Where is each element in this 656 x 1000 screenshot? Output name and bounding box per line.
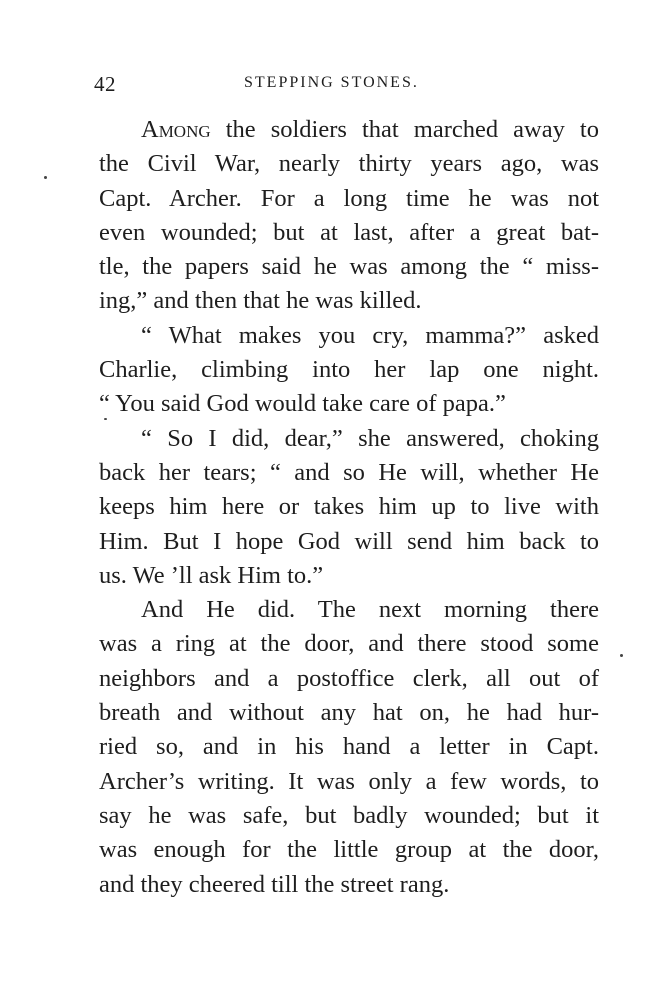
- text-line: neighbors and a postoffice clerk, all out of: [99, 664, 599, 692]
- text-line: keeps him here or takes him up to live with: [99, 493, 599, 521]
- print-speck: [44, 176, 47, 179]
- text-line: back her tears; “ and so He will, whether He: [99, 458, 599, 486]
- text-line: the Civil War, nearly thirty years ago, was: [99, 150, 599, 178]
- text-line: ing,” and then that he was killed.: [99, 287, 422, 315]
- body-text: [99, 113, 599, 902]
- paragraph: [99, 113, 599, 319]
- drop-word: Among: [141, 116, 211, 143]
- paragraph: [99, 422, 599, 593]
- text-line: Archer’s writing. It was only a few words, to: [99, 767, 599, 795]
- text-line: Capt. Archer. For a long time he was not: [99, 184, 599, 212]
- text-line: Him. But I hope God will send him back to: [99, 527, 599, 555]
- print-speck: [104, 418, 107, 420]
- running-head: STEPPING STONES.: [244, 74, 419, 91]
- text-line: “ You said God would take care of papa.”: [99, 390, 506, 418]
- text-line: was a ring at the door, and there stood some: [99, 630, 599, 658]
- print-speck: [620, 654, 623, 657]
- page-header: [94, 72, 594, 102]
- text-line: say he was safe, but badly wounded; but it: [99, 801, 599, 829]
- text-line: And He did. The next morning there: [141, 596, 599, 624]
- text-line: was enough for the little group at the door,: [99, 836, 599, 864]
- text-line: us. We ’ll ask Him to.”: [99, 561, 324, 589]
- page-number: 42: [94, 72, 116, 96]
- text-line: ried so, and in his hand a letter in Capt.: [99, 733, 599, 761]
- text-line: “ So I did, dear,” she answered, choking: [141, 424, 599, 452]
- text-line: even wounded; but at last, after a great bat-: [99, 218, 599, 246]
- text-line: Among the soldiers that marched away to: [141, 116, 599, 143]
- text-line: and they cheered till the street rang.: [99, 870, 450, 898]
- text-line: tle, the papers said he was among the “ miss-: [99, 253, 599, 281]
- paragraph: [99, 593, 599, 902]
- paragraph: [99, 319, 599, 422]
- text-line: breath and without any hat on, he had hur-: [99, 699, 599, 727]
- text-line: “ What makes you cry, mamma?” asked: [141, 321, 599, 349]
- text-line: Charlie, climbing into her lap one night.: [99, 356, 599, 384]
